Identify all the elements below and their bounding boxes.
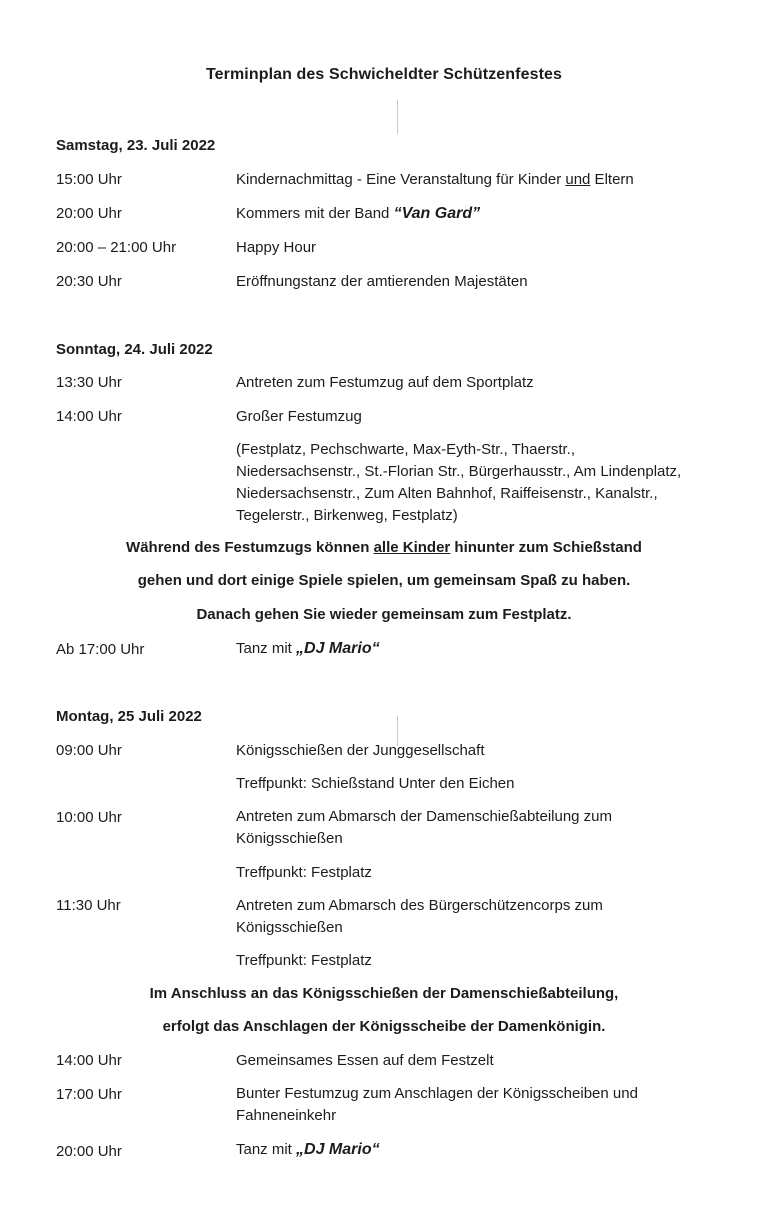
band-name: “Van Gard” xyxy=(393,205,481,222)
entry-text: Gemeinsames Essen auf dem Festzelt xyxy=(236,1052,494,1069)
entry-text: Eröffnungstanz der amtierenden Majestäten xyxy=(236,273,528,290)
entry-text xyxy=(236,1141,380,1159)
entry-text: Happy Hour xyxy=(236,239,317,256)
dj-name: „DJ Mario“ xyxy=(296,1141,380,1158)
entry-text xyxy=(236,640,380,658)
day-heading-monday: Montag, 25 Juli 2022 xyxy=(56,708,202,725)
entry-text-part: Tanz mit xyxy=(236,640,297,657)
entry-text-line: Bunter Festumzug zum Anschlagen der Königsscheiben und xyxy=(236,1085,638,1102)
note-text-part: Während des Festumzugs können xyxy=(126,539,374,556)
entry-text-line: Antreten zum Abmarsch der Damenschießabteilung zum xyxy=(236,808,613,825)
entry-text-line: Königsschießen xyxy=(236,919,343,936)
scan-artifact-line xyxy=(397,100,398,134)
entry-time: 10:00 Uhr xyxy=(56,809,122,826)
entry-time: 20:00 – 21:00 Uhr xyxy=(56,239,177,256)
note-line: Danach gehen Sie wieder gemeinsam zum Festplatz. xyxy=(196,606,572,623)
entry-text-part: Kommers mit der Band xyxy=(236,205,394,222)
meeting-point: Treffpunkt: Festplatz xyxy=(236,864,372,881)
entry-time: 13:30 Uhr xyxy=(56,374,122,391)
route-line: Tegelerstr., Birkenweg, Festplatz) xyxy=(236,507,458,524)
entry-text: Antreten zum Festumzug auf dem Sportplatz xyxy=(236,374,534,391)
entry-time: 15:00 Uhr xyxy=(56,171,122,188)
entry-text-line: Antreten zum Abmarsch des Bürgerschützencorps zum xyxy=(236,897,603,914)
note-line: erfolgt das Anschlagen der Königsscheibe der Damenkönigin. xyxy=(162,1018,606,1035)
meeting-point: Treffpunkt: Schießstand Unter den Eichen xyxy=(236,775,515,792)
note-line xyxy=(0,539,768,556)
day-heading-saturday: Samstag, 23. Juli 2022 xyxy=(56,137,216,154)
entry-time: 20:00 Uhr xyxy=(56,205,122,222)
entry-text-part: Tanz mit xyxy=(236,1141,297,1158)
entry-text xyxy=(236,205,480,223)
route-line: Niedersachsenstr., St.-Florian Str., Bürgerhausstr., Am Lindenplatz, xyxy=(236,463,682,480)
entry-text xyxy=(236,171,634,188)
entry-time: 20:30 Uhr xyxy=(56,273,122,290)
day-heading-sunday: Sonntag, 24. Juli 2022 xyxy=(56,341,213,358)
document-title: Terminplan des Schwicheldter Schützenfestes xyxy=(205,66,563,83)
entry-text-part: Eltern xyxy=(590,171,634,188)
entry-text: Großer Festumzug xyxy=(236,408,362,425)
note-text-part: hinunter zum Schießstand xyxy=(450,539,642,556)
route-line: Niedersachsenstr., Zum Alten Bahnhof, Raiffeisenstr., Kanalstr., xyxy=(236,485,658,502)
entry-time: 11:30 Uhr xyxy=(56,897,121,914)
note-line: Im Anschluss an das Königsschießen der Damenschießabteilung, xyxy=(149,985,619,1002)
entry-time: 14:00 Uhr xyxy=(56,408,122,425)
route-line: (Festplatz, Pechschwarte, Max-Eyth-Str., Thaerstr., xyxy=(236,441,576,458)
entry-text-part: Kindernachmittag - Eine Veranstaltung für Kinder xyxy=(236,171,566,188)
entry-time: 09:00 Uhr xyxy=(56,742,122,759)
entry-text: Königsschießen der Junggesellschaft xyxy=(236,742,485,759)
underlined-phrase: alle Kinder xyxy=(373,539,451,556)
note-line: gehen und dort einige Spiele spielen, um gemeinsam Spaß zu haben. xyxy=(137,572,631,589)
dj-name: „DJ Mario“ xyxy=(296,640,380,657)
entry-time: Ab 17:00 Uhr xyxy=(56,641,145,658)
entry-text-line: Fahneneinkehr xyxy=(236,1107,337,1124)
entry-time: 20:00 Uhr xyxy=(56,1143,122,1160)
entry-text-line: Königsschießen xyxy=(236,830,343,847)
underlined-word: und xyxy=(565,171,591,188)
meeting-point: Treffpunkt: Festplatz xyxy=(236,952,372,969)
entry-time: 17:00 Uhr xyxy=(56,1086,122,1103)
entry-time: 14:00 Uhr xyxy=(56,1052,122,1069)
